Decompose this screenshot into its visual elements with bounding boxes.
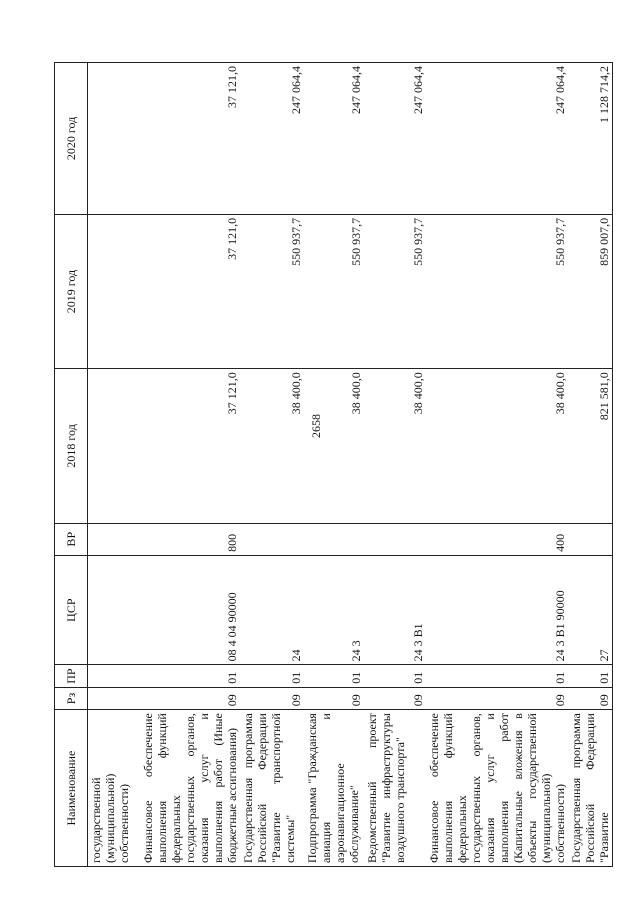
table-row bbox=[304, 63, 364, 867]
row-2020: 37 121,0 bbox=[140, 63, 240, 215]
row-csr: 24 3 B1 90000 bbox=[426, 555, 568, 665]
row-vr bbox=[240, 523, 304, 555]
row-2018: 38 400,0 bbox=[240, 369, 304, 523]
row-name: Финансовое обеспечение выполнения функций федеральных государственных органов, оказания услуг и выполнения работ (Капитальные вложения в объекты государственной (муниципальной) собственности) bbox=[426, 710, 568, 867]
row-csr bbox=[88, 555, 140, 665]
table-header bbox=[55, 63, 88, 867]
row-2018: 38 400,0 bbox=[304, 369, 364, 523]
row-rz: 09 bbox=[240, 687, 304, 709]
header-pr: ПР bbox=[55, 665, 88, 687]
row-2018: 821 581,0 bbox=[568, 369, 613, 523]
table-row bbox=[364, 63, 426, 867]
row-2020: 1 128 714,2 bbox=[568, 63, 613, 215]
row-csr: 24 bbox=[240, 555, 304, 665]
row-pr: 01 bbox=[364, 665, 426, 687]
row-name: Государственная программа Российской Федерации "Развитие транспортной системы" bbox=[240, 710, 304, 867]
header-rz: Рз bbox=[55, 687, 88, 709]
header-2018: 2018 год bbox=[55, 369, 88, 523]
row-vr bbox=[568, 523, 613, 555]
table-row bbox=[426, 63, 568, 867]
header-csr: ЦСР bbox=[55, 555, 88, 665]
row-name: государственной (муниципальной) собственности) bbox=[88, 710, 140, 867]
row-vr: 800 bbox=[140, 523, 240, 555]
row-rz: 09 bbox=[140, 687, 240, 709]
row-csr: 27 bbox=[568, 555, 613, 665]
row-csr: 24 3 bbox=[304, 555, 364, 665]
row-vr bbox=[304, 523, 364, 555]
row-vr bbox=[364, 523, 426, 555]
row-pr: 01 bbox=[140, 665, 240, 687]
row-csr: 24 3 B1 bbox=[364, 555, 426, 665]
row-2020 bbox=[88, 63, 140, 215]
row-name: Финансовое обеспечение выполнения функций федеральных государственных органов, оказания услуг и выполнения работ (Иные бюджетные ассигнования) bbox=[140, 710, 240, 867]
row-2019: 550 937,7 bbox=[364, 214, 426, 368]
row-2018: 38 400,0 bbox=[426, 369, 568, 523]
table-row bbox=[568, 63, 613, 867]
row-vr: 400 bbox=[426, 523, 568, 555]
row-2018: 38 400,0 bbox=[364, 369, 426, 523]
page-number: 2658 bbox=[309, 414, 323, 438]
row-name: Подпрограмма "Гражданская авиация и аэронавигационное обслуживание" bbox=[304, 710, 364, 867]
row-2020: 247 064,4 bbox=[426, 63, 568, 215]
row-2020: 247 064,4 bbox=[240, 63, 304, 215]
row-2019: 550 937,7 bbox=[304, 214, 364, 368]
row-2019: 859 007,0 bbox=[568, 214, 613, 368]
row-2019: 37 121,0 bbox=[140, 214, 240, 368]
header-vr: ВР bbox=[55, 523, 88, 555]
row-pr: 01 bbox=[304, 665, 364, 687]
row-rz bbox=[88, 687, 140, 709]
row-pr: 01 bbox=[568, 665, 613, 687]
row-2020: 247 064,4 bbox=[304, 63, 364, 215]
table-row bbox=[240, 63, 304, 867]
row-2019 bbox=[88, 214, 140, 368]
table-row bbox=[140, 63, 240, 867]
row-rz: 09 bbox=[568, 687, 613, 709]
row-pr: 01 bbox=[240, 665, 304, 687]
row-name: Ведомственный проект "Развитие инфраструктуры воздушного транспорта" bbox=[364, 710, 426, 867]
row-rz: 09 bbox=[426, 687, 568, 709]
row-2020: 247 064,4 bbox=[364, 63, 426, 215]
row-vr bbox=[88, 523, 140, 555]
row-pr: 01 bbox=[426, 665, 568, 687]
table-row bbox=[88, 63, 140, 867]
header-name: Наименование bbox=[55, 710, 88, 867]
row-pr bbox=[88, 665, 140, 687]
header-2020: 2020 год bbox=[55, 63, 88, 215]
row-name: Государственная программа Российской Федерации "Развитие bbox=[568, 710, 613, 867]
row-2019: 550 937,7 bbox=[426, 214, 568, 368]
budget-table bbox=[54, 62, 613, 867]
row-rz: 09 bbox=[364, 687, 426, 709]
budget-table-container bbox=[54, 62, 611, 867]
row-2018 bbox=[88, 369, 140, 523]
row-csr: 08 4 04 90000 bbox=[140, 555, 240, 665]
header-2019: 2019 год bbox=[55, 214, 88, 368]
row-rz: 09 bbox=[304, 687, 364, 709]
row-2018: 37 121,0 bbox=[140, 369, 240, 523]
row-2019: 550 937,7 bbox=[240, 214, 304, 368]
